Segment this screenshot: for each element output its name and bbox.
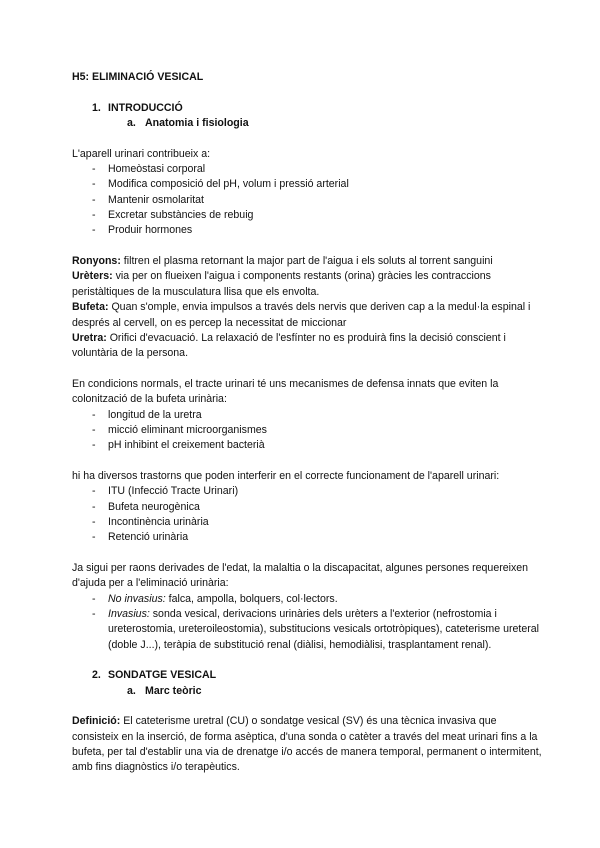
list-item: - Homeòstasi corporal xyxy=(92,163,206,176)
document-title: H5: ELIMINACIÓ VESICAL xyxy=(72,71,204,83)
subheading-letter: a. xyxy=(127,117,136,130)
defense-list xyxy=(72,408,542,454)
term: No invasius: xyxy=(108,592,166,605)
term: Bufeta: xyxy=(72,301,109,314)
list-item: - Produir hormones xyxy=(92,224,193,237)
description: via per on flueixen l'aigua i components restants (orina) gràcies les contraccions peristàltiques de la musculatura llisa que els envolta. xyxy=(72,270,491,298)
heading-number: 2. xyxy=(92,669,101,682)
description: Orifici d'evacuació. La relaxació de l'esfínter no es produirà fins la decisió conscient i voluntària de la persona. xyxy=(72,331,506,360)
list-item: - Modifica composició del pH, volum i pressió arterial xyxy=(92,178,349,191)
list-item-text: Retenció urinària xyxy=(108,531,189,544)
term: Ronyons: xyxy=(72,255,121,268)
subheading-letter: a. xyxy=(127,684,136,697)
disorders-intro: hi ha diversos trastorns que poden interferir en el correcte funcionament de l'aparell urinari: xyxy=(72,469,500,482)
list-item: - pH inhibint el creixement bacterià xyxy=(92,439,265,452)
heading-number: 1. xyxy=(92,101,101,114)
subheading-marc xyxy=(72,684,542,699)
disorders-list xyxy=(72,484,542,545)
list-item-text: pH inhibint el creixement bacterià xyxy=(108,439,265,452)
heading-label: INTRODUCCIÓ xyxy=(108,101,183,114)
definition-paragraph xyxy=(72,714,542,775)
heading-introduccio xyxy=(72,101,542,116)
list-item: - longitud de la uretra xyxy=(92,408,202,421)
list-item-text: Incontinència urinària xyxy=(108,515,209,528)
subheading-label: Marc teòric xyxy=(145,684,202,697)
list-item: - ITU (Infecció Tracte Urinari) xyxy=(92,485,239,498)
list-item-text: Homeòstasi corporal xyxy=(108,163,206,176)
description: Quan s'omple, envia impulsos a través dels nervis que deriven cap a la medul·la espinal i després al cervell, on es percep la necessitat de miccionar xyxy=(72,301,531,329)
description: sonda vesical, derivacions urinàries dels urèters a l'exterior (nefrostomia i ureterostomia, ureteroileostomia), substitucions vesicals ortotròpiques), cateterisme ureteral (doble J...), teràpia de substitució renal (diàlisi, hemodiàlisi, trasplantament renal). xyxy=(108,608,539,651)
subheading-label: Anatomia i fisiologia xyxy=(145,117,249,130)
list-item: - Incontinència urinària xyxy=(92,515,209,528)
list-item-text: Produir hormones xyxy=(108,224,193,237)
help-intro: Ja sigui per raons derivades de l'edat, la malaltia o la discapacitat, algunes persones requereixen d'ajuda per a l'eliminació urinària: xyxy=(72,562,529,590)
document-body xyxy=(72,70,542,776)
description: filtren el plasma retornant la major part de l'aigua i els soluts al torrent sanguini xyxy=(120,255,493,268)
description: falca, ampolla, bolquers, col·lectors. xyxy=(165,592,338,605)
list-item-text: micció eliminant microorganismes xyxy=(108,423,267,436)
list-item: - Retenció urinària xyxy=(92,531,189,544)
help-list xyxy=(72,592,542,653)
list-item: - Bufeta neurogènica xyxy=(92,500,200,513)
functions-list xyxy=(72,162,542,239)
subheading-anatomia xyxy=(72,116,542,131)
heading-label: SONDATGE VESICAL xyxy=(108,669,217,682)
description: El cateterisme uretral (CU) o sondatge vesical (SV) és una tècnica invasiva que consisteix en la inserció, de forma asèptica, d'una sonda o catèter a través del meat urinari fins a la bufeta, per tal d'establir una via de drenatge i/o accés de manera temporal, permanent o intermitent, amb fins diagnòstics i/o terapèutics. xyxy=(72,715,542,774)
term: Urèters: xyxy=(72,270,113,283)
defense-intro: En condicions normals, el tracte urinari té uns mecanismes de defensa innats que eviten la colonització de la bufeta urinària: xyxy=(72,377,499,406)
term: Invasius: xyxy=(108,608,150,621)
list-item-text: Excretar substàncies de rebuig xyxy=(108,209,254,222)
heading-sondatge xyxy=(72,668,542,683)
intro-text: L'aparell urinari contribueix a: xyxy=(72,147,211,160)
organ-ronyons xyxy=(72,254,542,269)
list-item: - Invasius: sonda vesical, derivacions urinàries dels urèters a l'exterior (nefrostomia i ureterostomia, ureteroileostomia), substitucions vesicals ortotròpiques), cateterisme ureteral (doble J...), teràpia de substitució renal (diàlisi, hemodiàlisi, trasplantament renal). xyxy=(92,608,539,651)
list-item-text: Bufeta neurogènica xyxy=(108,500,200,513)
list-item-text: ITU (Infecció Tracte Urinari) xyxy=(108,485,239,498)
organ-uretra xyxy=(72,331,542,362)
list-item-text: Modifica composició del pH, volum i pressió arterial xyxy=(108,178,349,191)
term: Definició: xyxy=(72,715,121,728)
list-item: - Mantenir osmolaritat xyxy=(92,193,204,206)
organ-bufeta xyxy=(72,300,542,331)
term: Uretra: xyxy=(72,331,107,344)
list-item: - micció eliminant microorganismes xyxy=(92,423,267,436)
list-item: - No invasius: falca, ampolla, bolquers, col·lectors. xyxy=(92,592,338,605)
list-item-text: Mantenir osmolaritat xyxy=(108,193,204,206)
list-item-text: longitud de la uretra xyxy=(108,408,202,421)
list-item: - Excretar substàncies de rebuig xyxy=(92,209,254,222)
organ-ureters xyxy=(72,269,542,300)
